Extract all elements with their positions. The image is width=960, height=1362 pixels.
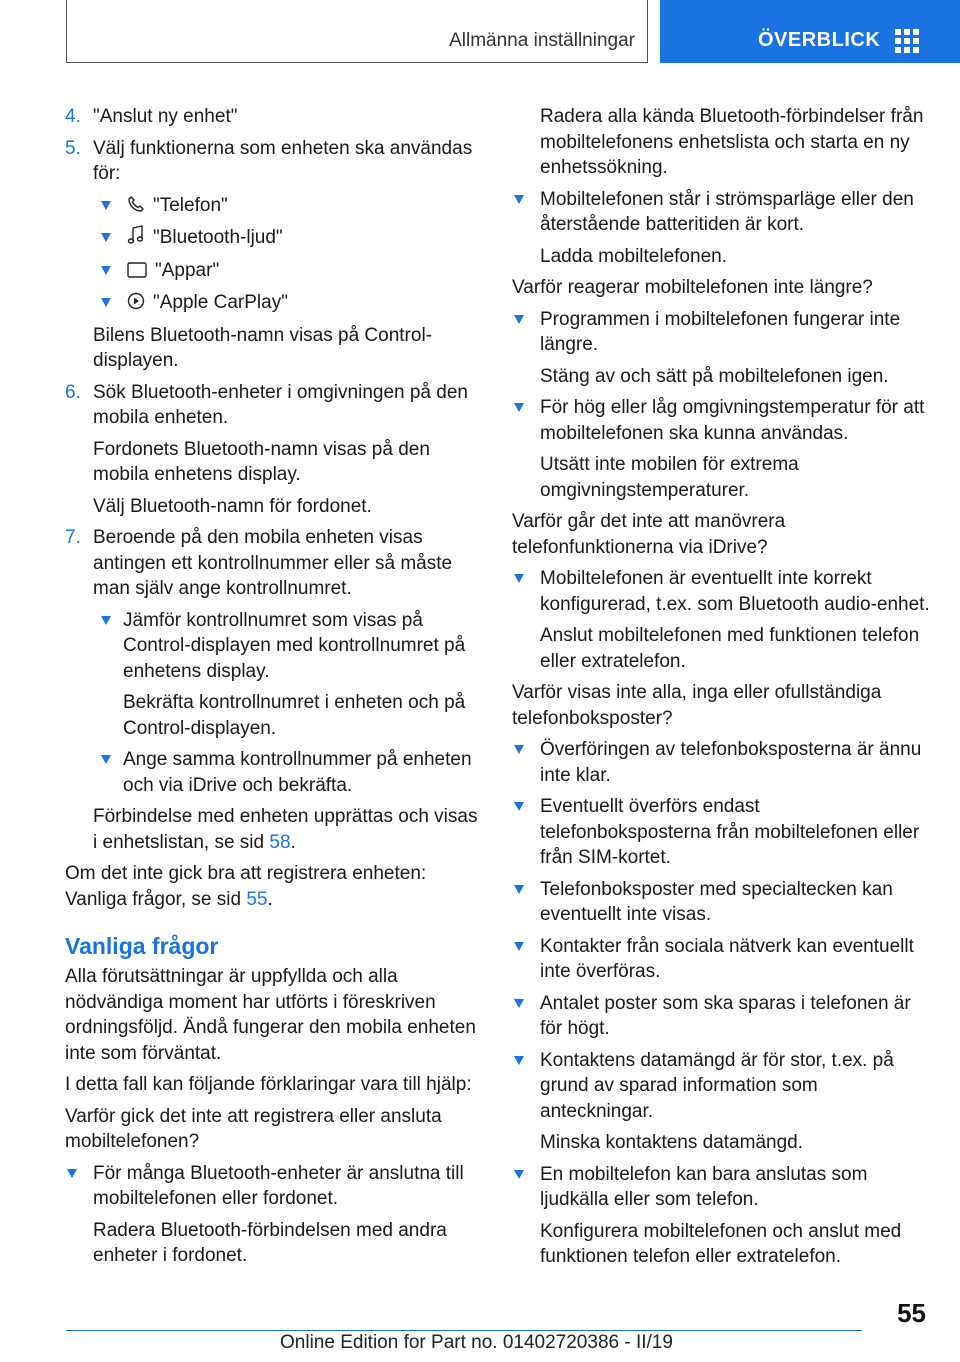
footer-edition: Online Edition for Part no. 01402720386 - II/19 [280, 1332, 673, 1353]
step-text: "Anslut ny enhet" [93, 106, 238, 127]
overview-label[interactable]: ÖVERBLICK [758, 29, 881, 51]
note-text: Fordonets Bluetooth-namn visas på den mobila enhetens display. [93, 438, 430, 485]
note-text: Bilens Bluetooth-namn visas på Control-displayen. [93, 324, 433, 371]
note-text: Bekräfta kontrollnumret i enheten och på Control-displayen. [123, 692, 466, 739]
bullet-triangle-icon [514, 574, 524, 583]
bullet-triangle-icon [101, 266, 111, 275]
footer-divider [66, 1330, 862, 1331]
overview-tab[interactable] [660, 0, 960, 63]
step-7-conclusion: Förbindelse med enheten upprättas och visas i enhetslistan, se sid 58. [93, 806, 478, 853]
bullet-triangle-icon [514, 315, 524, 324]
step-6 [65, 380, 485, 431]
bullet-text: För många Bluetooth-enheter är anslutna till mobiltelefonen eller fordonet. [93, 1162, 464, 1209]
intro-paragraph: Alla förutsättningar är uppfyllda och alla nödvändiga moment har utförts i föreskriven ordningsföljd. Ändå fungerar den mobila enheten inte som förväntat. [65, 966, 476, 1064]
step-text: Välj funktionerna som enheten ska användas för: [93, 137, 473, 184]
note-text: Förbindelse med enheten upprättas och visas i enhetslistan, se sid [93, 806, 478, 853]
bullet-triangle-icon [101, 616, 111, 625]
bullet-text: Antalet poster som ska sparas i telefonen är för högt. [540, 992, 911, 1039]
right-column [512, 104, 932, 1276]
bullet-triangle-icon [514, 802, 524, 811]
bullet-triangle-icon [101, 201, 111, 210]
bullet-triangle-icon [67, 1169, 77, 1178]
bullet-text: Kontakter från sociala nätverk kan eventuellt inte överföras. [540, 935, 914, 982]
bullet-text: Överföringen av telefonboksposterna är ännu inte klar. [540, 739, 922, 786]
bullet-item [512, 877, 932, 928]
step-number: 7. [65, 527, 81, 548]
bullet-note: Radera alla kända Bluetooth-förbindelser från mobiltelefonens enhetslista och starta en ny enhetssökning. [540, 106, 924, 178]
bullet-note [65, 1218, 485, 1269]
option-label: "Telefon" [153, 194, 228, 216]
bullet-note: Stäng av och sätt på mobiltelefonen igen. [540, 365, 889, 387]
bullet-triangle-icon [514, 942, 524, 951]
bullet-text: Programmen i mobiltelefonen fungerar inte längre. [540, 308, 901, 355]
bullet-item [512, 737, 932, 788]
bullet-item [512, 1162, 932, 1213]
option-telefon [65, 193, 485, 219]
bullet-item [512, 395, 932, 446]
option-label: "Bluetooth-ljud" [153, 227, 283, 248]
carplay-icon [127, 292, 145, 310]
fail-paragraph: Om det inte gick bra att registrera enheten: Vanliga frågor, se sid 55. [65, 863, 427, 910]
bullet-triangle-icon [514, 403, 524, 412]
bullet-item [512, 1048, 932, 1125]
bullet-note: Minska kontaktens datamängd. [540, 1132, 803, 1153]
bullet-triangle-icon [514, 195, 524, 204]
step-number: 5. [65, 137, 81, 159]
step-number: 4. [65, 106, 81, 127]
bullet-note [65, 690, 485, 741]
step-5-note [65, 323, 485, 374]
bullet-item [512, 934, 932, 985]
left-column [65, 104, 485, 1275]
bullet-item [65, 1161, 485, 1212]
bullet-triangle-icon [101, 755, 111, 764]
option-label: "Appar" [155, 259, 220, 281]
bullet-triangle-icon [514, 999, 524, 1008]
question: Varför reagerar mobiltelefonen inte längre? [512, 277, 873, 298]
paragraph-text: Om det inte gick bra att registrera enheten: Vanliga frågor, se sid [65, 863, 427, 910]
step-5 [65, 136, 485, 187]
option-bluetooth-ljud [65, 225, 485, 251]
option-label: "Apple CarPlay" [153, 292, 288, 313]
apps-icon [127, 262, 147, 278]
option-appar [65, 258, 485, 284]
bullet-item [512, 991, 932, 1042]
step-text: Beroende på den mobila enheten visas antingen ett kontrollnummer eller så måste man själv ange kontrollnumret. [93, 527, 453, 599]
bullet-item [512, 307, 932, 358]
bullet-note: Anslut mobiltelefonen med funktionen telefon eller extratelefon. [540, 625, 920, 672]
question: Varför gick det inte att registrera eller ansluta mobiltelefonen? [65, 1105, 442, 1152]
bullet-text: Jämför kontrollnumret som visas på Control-displayen med kontrollnumret på enhetens display. [123, 609, 466, 682]
bullet-note: Ladda mobiltelefonen. [540, 245, 727, 267]
step-text: Sök Bluetooth-enheter i omgivningen på den mobila enheten. [93, 381, 468, 428]
phone-icon [127, 195, 145, 213]
bullet-note: Konfigurera mobiltelefonen och anslut med funktionen telefon eller extratelefon. [540, 1220, 902, 1267]
bullet-text: Mobiltelefonen står i strömsparläge eller den återstående batteritiden är kort. [540, 188, 914, 235]
bullet-item [512, 566, 932, 617]
bullet-text: Mobiltelefonen är eventuellt inte korrekt konfigurerad, t.ex. som Bluetooth audio-enhet. [540, 568, 930, 615]
step-4 [65, 104, 485, 130]
question: Varför går det inte att manövrera telefonfunktionerna via iDrive? [512, 511, 786, 558]
section-title: Allmänna inställningar [449, 30, 635, 51]
bullet-note: Utsätt inte mobilen för extrema omgivningstemperaturer. [540, 454, 799, 501]
bullet-triangle-icon [514, 1170, 524, 1179]
step-6-note [65, 494, 485, 520]
page-number: 55 [897, 1298, 926, 1328]
page-link[interactable]: 58 [269, 831, 291, 853]
step-6-note [65, 437, 485, 488]
bullet-text: Eventuellt överförs endast telefonboksposterna från mobiltelefonen eller från SIM-kortet. [540, 796, 920, 868]
bullet-text: För hög eller låg omgivningstemperatur för att mobiltelefonen ska kunna användas. [540, 397, 925, 444]
bullet-triangle-icon [514, 745, 524, 754]
bullet-triangle-icon [514, 885, 524, 894]
step-7 [65, 525, 485, 602]
bullet-text: Kontaktens datamängd är för stor, t.ex. på grund av sparad information som anteckningar. [540, 1049, 894, 1122]
page-link[interactable]: 55 [246, 888, 268, 910]
bullet-text: En mobiltelefon kan bara anslutas som ljudkälla eller som telefon. [540, 1163, 868, 1210]
bullet-text: Ange samma kontrollnummer på enheten och via iDrive och bekräfta. [123, 749, 472, 796]
option-apple-carplay [65, 290, 485, 316]
bullet-triangle-icon [514, 1056, 524, 1065]
bullet-triangle-icon [101, 298, 111, 307]
section-header [66, 0, 648, 63]
note-text: Välj Bluetooth-namn för fordonet. [93, 495, 372, 517]
bullet-item [65, 608, 485, 685]
intro-paragraph: I detta fall kan följande förklaringar vara till hjälp: [65, 1074, 472, 1095]
step-number: 6. [65, 381, 81, 403]
question: Varför visas inte alla, inga eller ofullständiga telefonboksposter? [512, 682, 882, 729]
bullet-item [512, 794, 932, 871]
bullet-triangle-icon [101, 233, 111, 242]
bullet-item [512, 187, 932, 238]
bullet-item [65, 747, 485, 798]
section-heading: Vanliga frågor [65, 933, 219, 959]
note-text: Radera Bluetooth-förbindelsen med andra enheter i fordonet. [93, 1219, 447, 1266]
music-note-icon [127, 225, 145, 245]
grid-icon[interactable] [895, 29, 919, 53]
bullet-text: Telefonboksposter med specialtecken kan eventuellt inte visas. [540, 878, 893, 925]
